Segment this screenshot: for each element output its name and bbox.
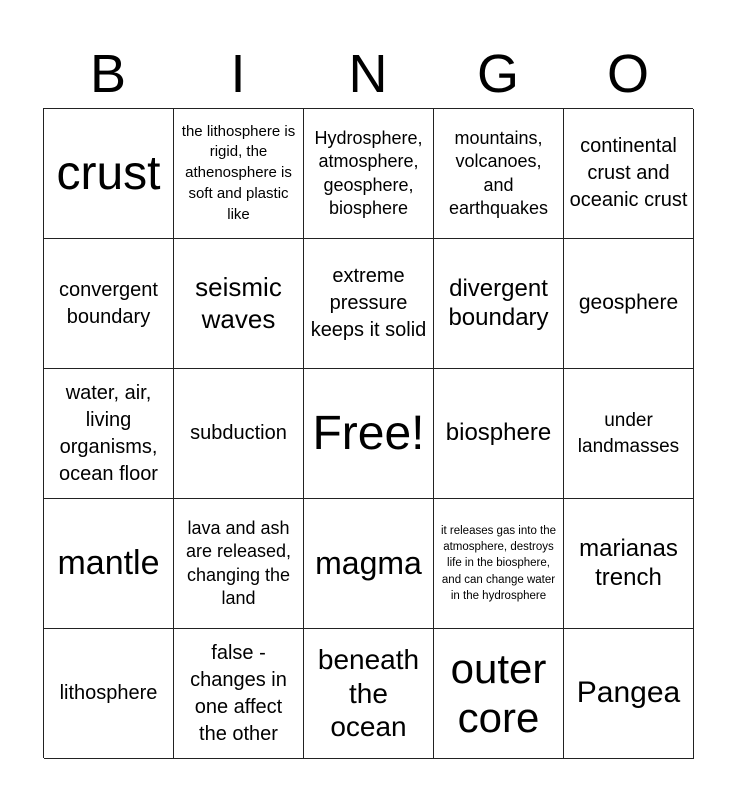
bingo-cell[interactable]: Hydrosphere, atmosphere, geosphere, biosphere xyxy=(304,109,434,239)
bingo-cell[interactable]: outer core xyxy=(434,629,564,759)
bingo-cell[interactable]: magma xyxy=(304,499,434,629)
bingo-cell[interactable]: it releases gas into the atmosphere, destroys life in the biosphere, and can change water in the hydrosphere xyxy=(434,499,564,629)
bingo-cell[interactable]: seismic waves xyxy=(174,239,304,369)
header-letter-o: O xyxy=(606,44,649,104)
bingo-cell[interactable]: mountains, volcanoes, and earthquakes xyxy=(434,109,564,239)
header-letter-n: N xyxy=(348,44,388,104)
bingo-cell[interactable]: extreme pressure keeps it solid xyxy=(304,239,434,369)
bingo-cell[interactable]: continental crust and oceanic crust xyxy=(564,109,694,239)
bingo-cell[interactable]: convergent boundary xyxy=(44,239,174,369)
bingo-cell[interactable]: geosphere xyxy=(564,239,694,369)
bingo-cell[interactable]: Pangea xyxy=(564,629,694,759)
bingo-cell[interactable]: false - changes in one affect the other xyxy=(174,629,304,759)
bingo-cell[interactable]: marianas trench xyxy=(564,499,694,629)
header-letter-i: I xyxy=(230,44,246,104)
bingo-cell[interactable]: lithosphere xyxy=(44,629,174,759)
free-space-cell[interactable]: Free! xyxy=(304,369,434,499)
bingo-cell[interactable]: beneath the ocean xyxy=(304,629,434,759)
bingo-cell[interactable]: under landmasses xyxy=(564,369,694,499)
bingo-cell[interactable]: subduction xyxy=(174,369,304,499)
bingo-cell[interactable]: crust xyxy=(44,109,174,239)
bingo-cell[interactable]: the lithosphere is rigid, the athenosphere is soft and plastic like xyxy=(174,109,304,239)
bingo-cell[interactable]: mantle xyxy=(44,499,174,629)
header-letter-b: B xyxy=(89,44,127,104)
bingo-board xyxy=(43,108,693,758)
bingo-header xyxy=(43,40,693,108)
header-letter-g: G xyxy=(476,44,519,104)
bingo-cell[interactable]: lava and ash are released, changing the land xyxy=(174,499,304,629)
bingo-cell[interactable]: divergent boundary xyxy=(434,239,564,369)
bingo-cell[interactable]: water, air, living organisms, ocean floor xyxy=(44,369,174,499)
bingo-cell[interactable]: biosphere xyxy=(434,369,564,499)
